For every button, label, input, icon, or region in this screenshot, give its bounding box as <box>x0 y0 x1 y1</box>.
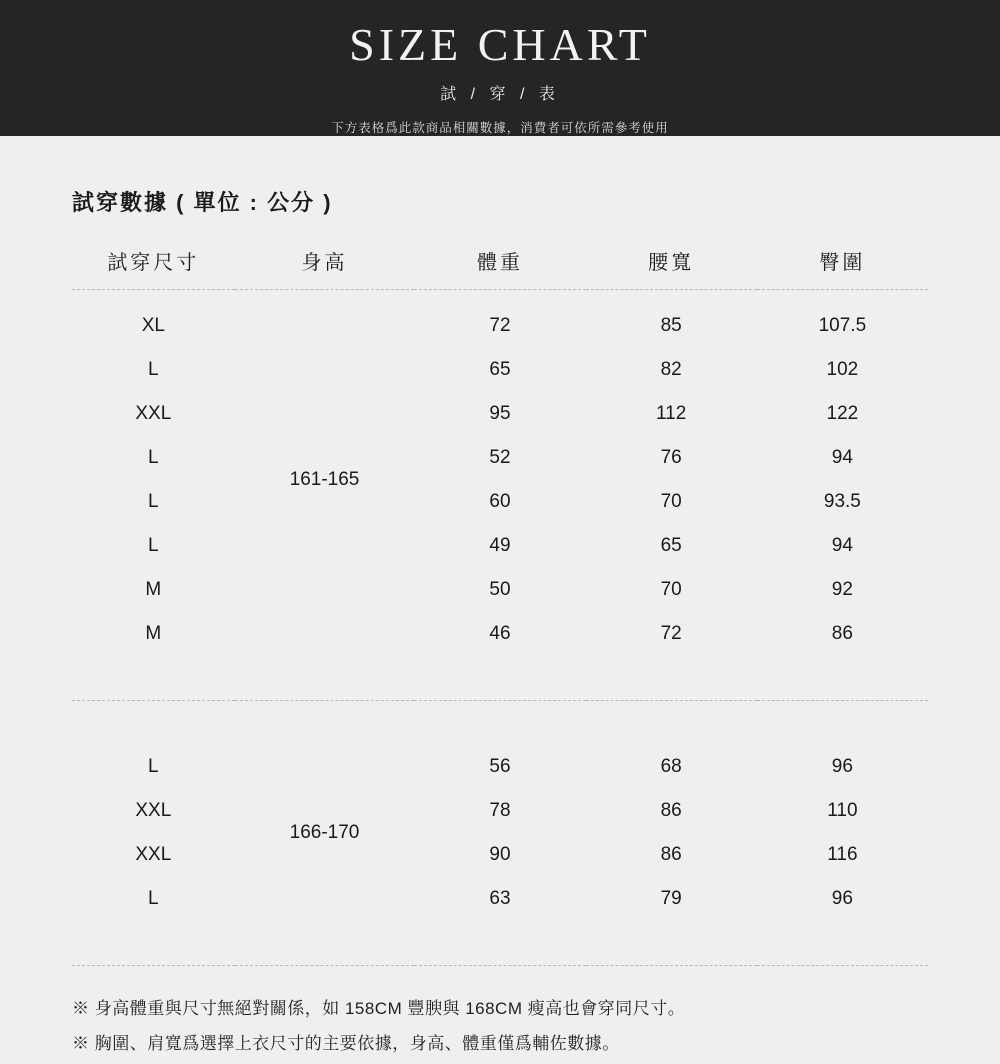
footnote-1: ※ 身高體重與尺寸無絕對關係，如 158CM 豐腴與 168CM 瘦高也會穿同尺寸。 <box>72 998 686 1018</box>
cell-size: L <box>148 446 159 468</box>
size-table <box>72 245 928 966</box>
cell-weight: 95 <box>489 402 511 424</box>
table-row <box>72 789 928 833</box>
cell-waist: 76 <box>660 446 682 468</box>
cell-waist: 85 <box>660 314 682 336</box>
table-header-row <box>72 245 928 290</box>
cell-weight: 49 <box>489 534 511 556</box>
cell-weight: 72 <box>489 314 511 336</box>
page-title: SIZE CHART <box>349 19 651 70</box>
table-row <box>72 348 928 392</box>
cell-weight: 50 <box>489 578 511 600</box>
column-header-size: 試穿尺寸 <box>107 251 200 274</box>
cell-waist: 86 <box>660 799 682 821</box>
table-row <box>72 304 928 348</box>
cell-hip: 116 <box>827 843 858 865</box>
table-group-gap <box>72 700 928 745</box>
page-header <box>0 0 1000 136</box>
cell-hip: 102 <box>826 358 859 380</box>
cell-waist: 70 <box>660 578 682 600</box>
cell-weight: 65 <box>489 358 511 380</box>
cell-size: XXL <box>135 843 172 865</box>
section-title: 試穿數據 ( 單位 : 公分 ) <box>72 189 333 215</box>
table-row <box>72 612 928 656</box>
cell-weight: 46 <box>489 622 511 644</box>
cell-hip: 93.5 <box>823 490 861 512</box>
table-body <box>72 289 928 965</box>
table-row <box>72 833 928 877</box>
cell-hip: 92 <box>831 578 853 600</box>
page-content <box>0 136 1000 1064</box>
page-header-note: 下方表格爲此款商品相關數據，消費者可依所需參考使用 <box>331 120 669 135</box>
cell-waist: 82 <box>660 358 682 380</box>
cell-hip: 86 <box>831 622 853 644</box>
table-row <box>72 568 928 612</box>
cell-hip: 96 <box>831 887 853 909</box>
cell-height: 161-165 <box>289 468 360 490</box>
cell-size: M <box>145 622 162 644</box>
table-bottom-separator <box>72 921 928 966</box>
table-spacer <box>72 289 928 304</box>
cell-hip: 96 <box>831 755 853 777</box>
table-row <box>72 436 928 480</box>
cell-waist: 112 <box>656 402 687 424</box>
cell-waist: 68 <box>660 755 682 777</box>
cell-hip: 94 <box>831 534 853 556</box>
cell-hip: 110 <box>827 799 858 821</box>
column-header-waist: 腰寬 <box>648 251 695 274</box>
cell-weight: 63 <box>489 887 511 909</box>
cell-weight: 52 <box>489 446 511 468</box>
cell-waist: 86 <box>660 843 682 865</box>
cell-weight: 90 <box>489 843 511 865</box>
footnotes <box>72 988 928 1054</box>
cell-weight: 78 <box>489 799 511 821</box>
cell-hip: 122 <box>826 402 859 424</box>
page-subtitle: 試 / 穿 / 表 <box>440 85 560 103</box>
footnote-2: ※ 胸圍、肩寬爲選擇上衣尺寸的主要依據，身高、體重僅爲輔佐數據。 <box>72 1033 620 1053</box>
cell-size: L <box>148 358 159 380</box>
table-row <box>72 524 928 568</box>
cell-hip: 94 <box>831 446 853 468</box>
cell-size: XL <box>141 314 165 336</box>
table-row <box>72 745 928 789</box>
cell-size: L <box>148 534 159 556</box>
column-header-weight: 體重 <box>476 251 523 274</box>
cell-size: L <box>148 887 159 909</box>
cell-waist: 72 <box>660 622 682 644</box>
cell-size: M <box>145 578 162 600</box>
table-row <box>72 480 928 524</box>
table-row <box>72 877 928 921</box>
cell-waist: 65 <box>660 534 682 556</box>
table-header <box>72 245 928 290</box>
column-header-height: 身高 <box>301 251 348 274</box>
cell-hip: 107.5 <box>818 314 867 336</box>
cell-weight: 56 <box>489 755 511 777</box>
cell-height: 166-170 <box>289 821 360 843</box>
table-row <box>72 392 928 436</box>
cell-size: L <box>148 490 159 512</box>
cell-waist: 79 <box>660 887 682 909</box>
cell-size: XXL <box>135 799 172 821</box>
cell-weight: 60 <box>489 490 511 512</box>
column-header-hip: 臀圍 <box>819 251 866 274</box>
table-group-separator <box>72 656 928 701</box>
cell-size: XXL <box>135 402 172 424</box>
cell-waist: 70 <box>660 490 682 512</box>
cell-size: L <box>148 755 159 777</box>
